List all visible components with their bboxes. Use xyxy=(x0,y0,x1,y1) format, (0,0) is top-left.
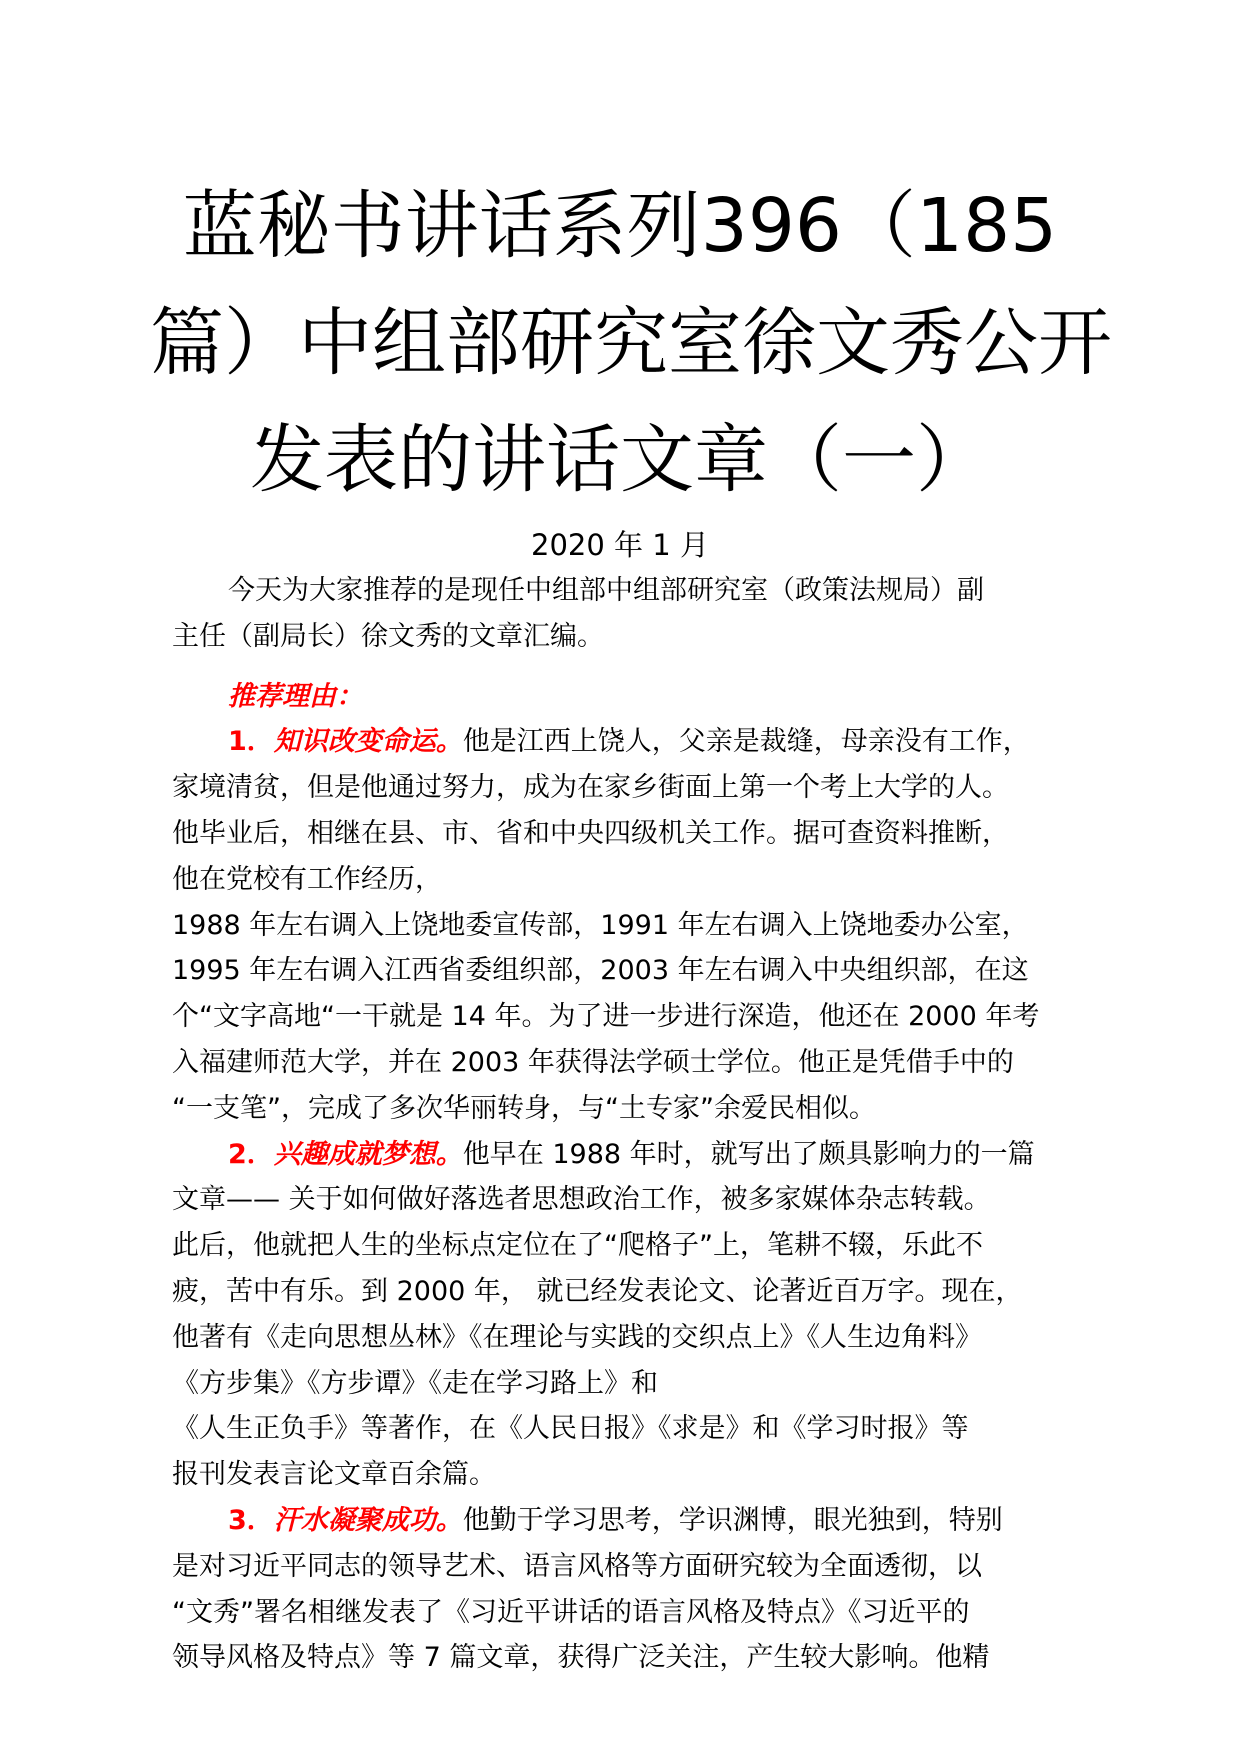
reason-1-line: “一支笔”，完成了多次华丽转身，与“土专家”余爱民相似。 xyxy=(172,1092,876,1124)
document-title xyxy=(150,168,1112,519)
reason-2-line: 《人生正负手》等著作，在《人民日报》《求是》和《学习时报》等 xyxy=(172,1413,969,1445)
reason-3-line: 是对习近平同志的领导艺术、语言风格等方面研究较为全面透彻，以 xyxy=(172,1550,982,1582)
reason-1-line: 入福建师范大学，并在 2003 年获得法学硕士学位。他正是凭借手中的 xyxy=(172,1046,1014,1078)
intro-line: 今天为大家推荐的是现任中组部中组部研究室（政策法规局）副 xyxy=(228,575,984,606)
reason-2-line: 《方步集》《方步谭》《走在学习路上》和 xyxy=(172,1367,658,1399)
reason-2-line: 疲，苦中有乐。到 2000 年， 就已经发表论文、论著近百万字。现在， xyxy=(172,1275,1023,1307)
title-line: 蓝秘书讲话系列396（185 xyxy=(182,183,1058,269)
intro-line: 主任（副局长）徐文秀的文章汇编。 xyxy=(172,620,604,652)
reason-3-line: 领导风格及特点》等 7 篇文章，获得广泛关注，产生较大影响。他精 xyxy=(172,1642,990,1674)
reason-2-line: 报刊发表言论文章百余篇。 xyxy=(172,1459,496,1491)
document-date: 2020 年 1 月 xyxy=(531,528,709,562)
reason-2-number: 2． xyxy=(228,1138,274,1170)
paragraph-gap xyxy=(172,660,1077,674)
reason-2-first-line xyxy=(172,1132,1077,1178)
document-body xyxy=(172,568,1077,1681)
reason-3-heading: 汗水凝聚成功。 xyxy=(273,1504,463,1536)
title-line: 发表的讲话文章（一） xyxy=(250,417,990,503)
reason-2-text: 他早在 1988 年时，就写出了颇具影响力的一篇 xyxy=(462,1138,1035,1170)
reason-3-line: “文秀”署名相继发表了《习近平讲话的语言风格及特点》《习近平的 xyxy=(172,1596,970,1628)
reason-1-line: 家境清贫，但是他通过努力，成为在家乡街面上第一个考上大学的人。 xyxy=(172,772,1009,804)
title-line: 篇）中组部研究室徐文秀公开 xyxy=(150,300,1112,386)
reason-1-first-line xyxy=(172,719,1077,765)
reason-1-line: 他在党校有工作经历， xyxy=(172,863,442,895)
reason-1-text: 他是江西上饶人，父亲是裁缝，母亲没有工作， xyxy=(462,726,1030,758)
reasons-heading: 推荐理由： xyxy=(228,680,363,712)
reason-1-heading: 知识改变命运。 xyxy=(273,726,463,758)
reason-2-line: 他著有《走向思想丛林》《在理论与实践的交织点上》《人生边角料》 xyxy=(172,1321,982,1353)
reason-1-line: 1988 年左右调入上饶地委宣传部，1991 年左右调入上饶地委办公室， xyxy=(172,909,1029,941)
reason-1-line: 他毕业后，相继在县、市、省和中央四级机关工作。据可查资料推断， xyxy=(172,817,1009,849)
reason-2-heading: 兴趣成就梦想。 xyxy=(273,1138,463,1170)
reason-2-line: 文章—— 关于如何做好落选者思想政治工作，被多家媒体杂志转载。 xyxy=(172,1184,991,1216)
reason-1-line: 个“文字高地“一干就是 14 年。为了进一步进行深造，他还在 2000 年考 xyxy=(172,1001,1040,1033)
reason-3-text: 他勤于学习思考，学识渊博，眼光独到，特别 xyxy=(462,1504,1003,1536)
reason-2-line: 此后，他就把人生的坐标点定位在了“爬格子”上，笔耕不辍，乐此不 xyxy=(172,1230,983,1262)
reason-1-number: 1． xyxy=(228,726,274,758)
reason-3-number: 3． xyxy=(228,1504,274,1536)
reason-1-line: 1995 年左右调入江西省委组织部，2003 年左右调入中央组织部，在这 xyxy=(172,955,1029,987)
reason-3-first-line xyxy=(172,1498,1077,1544)
